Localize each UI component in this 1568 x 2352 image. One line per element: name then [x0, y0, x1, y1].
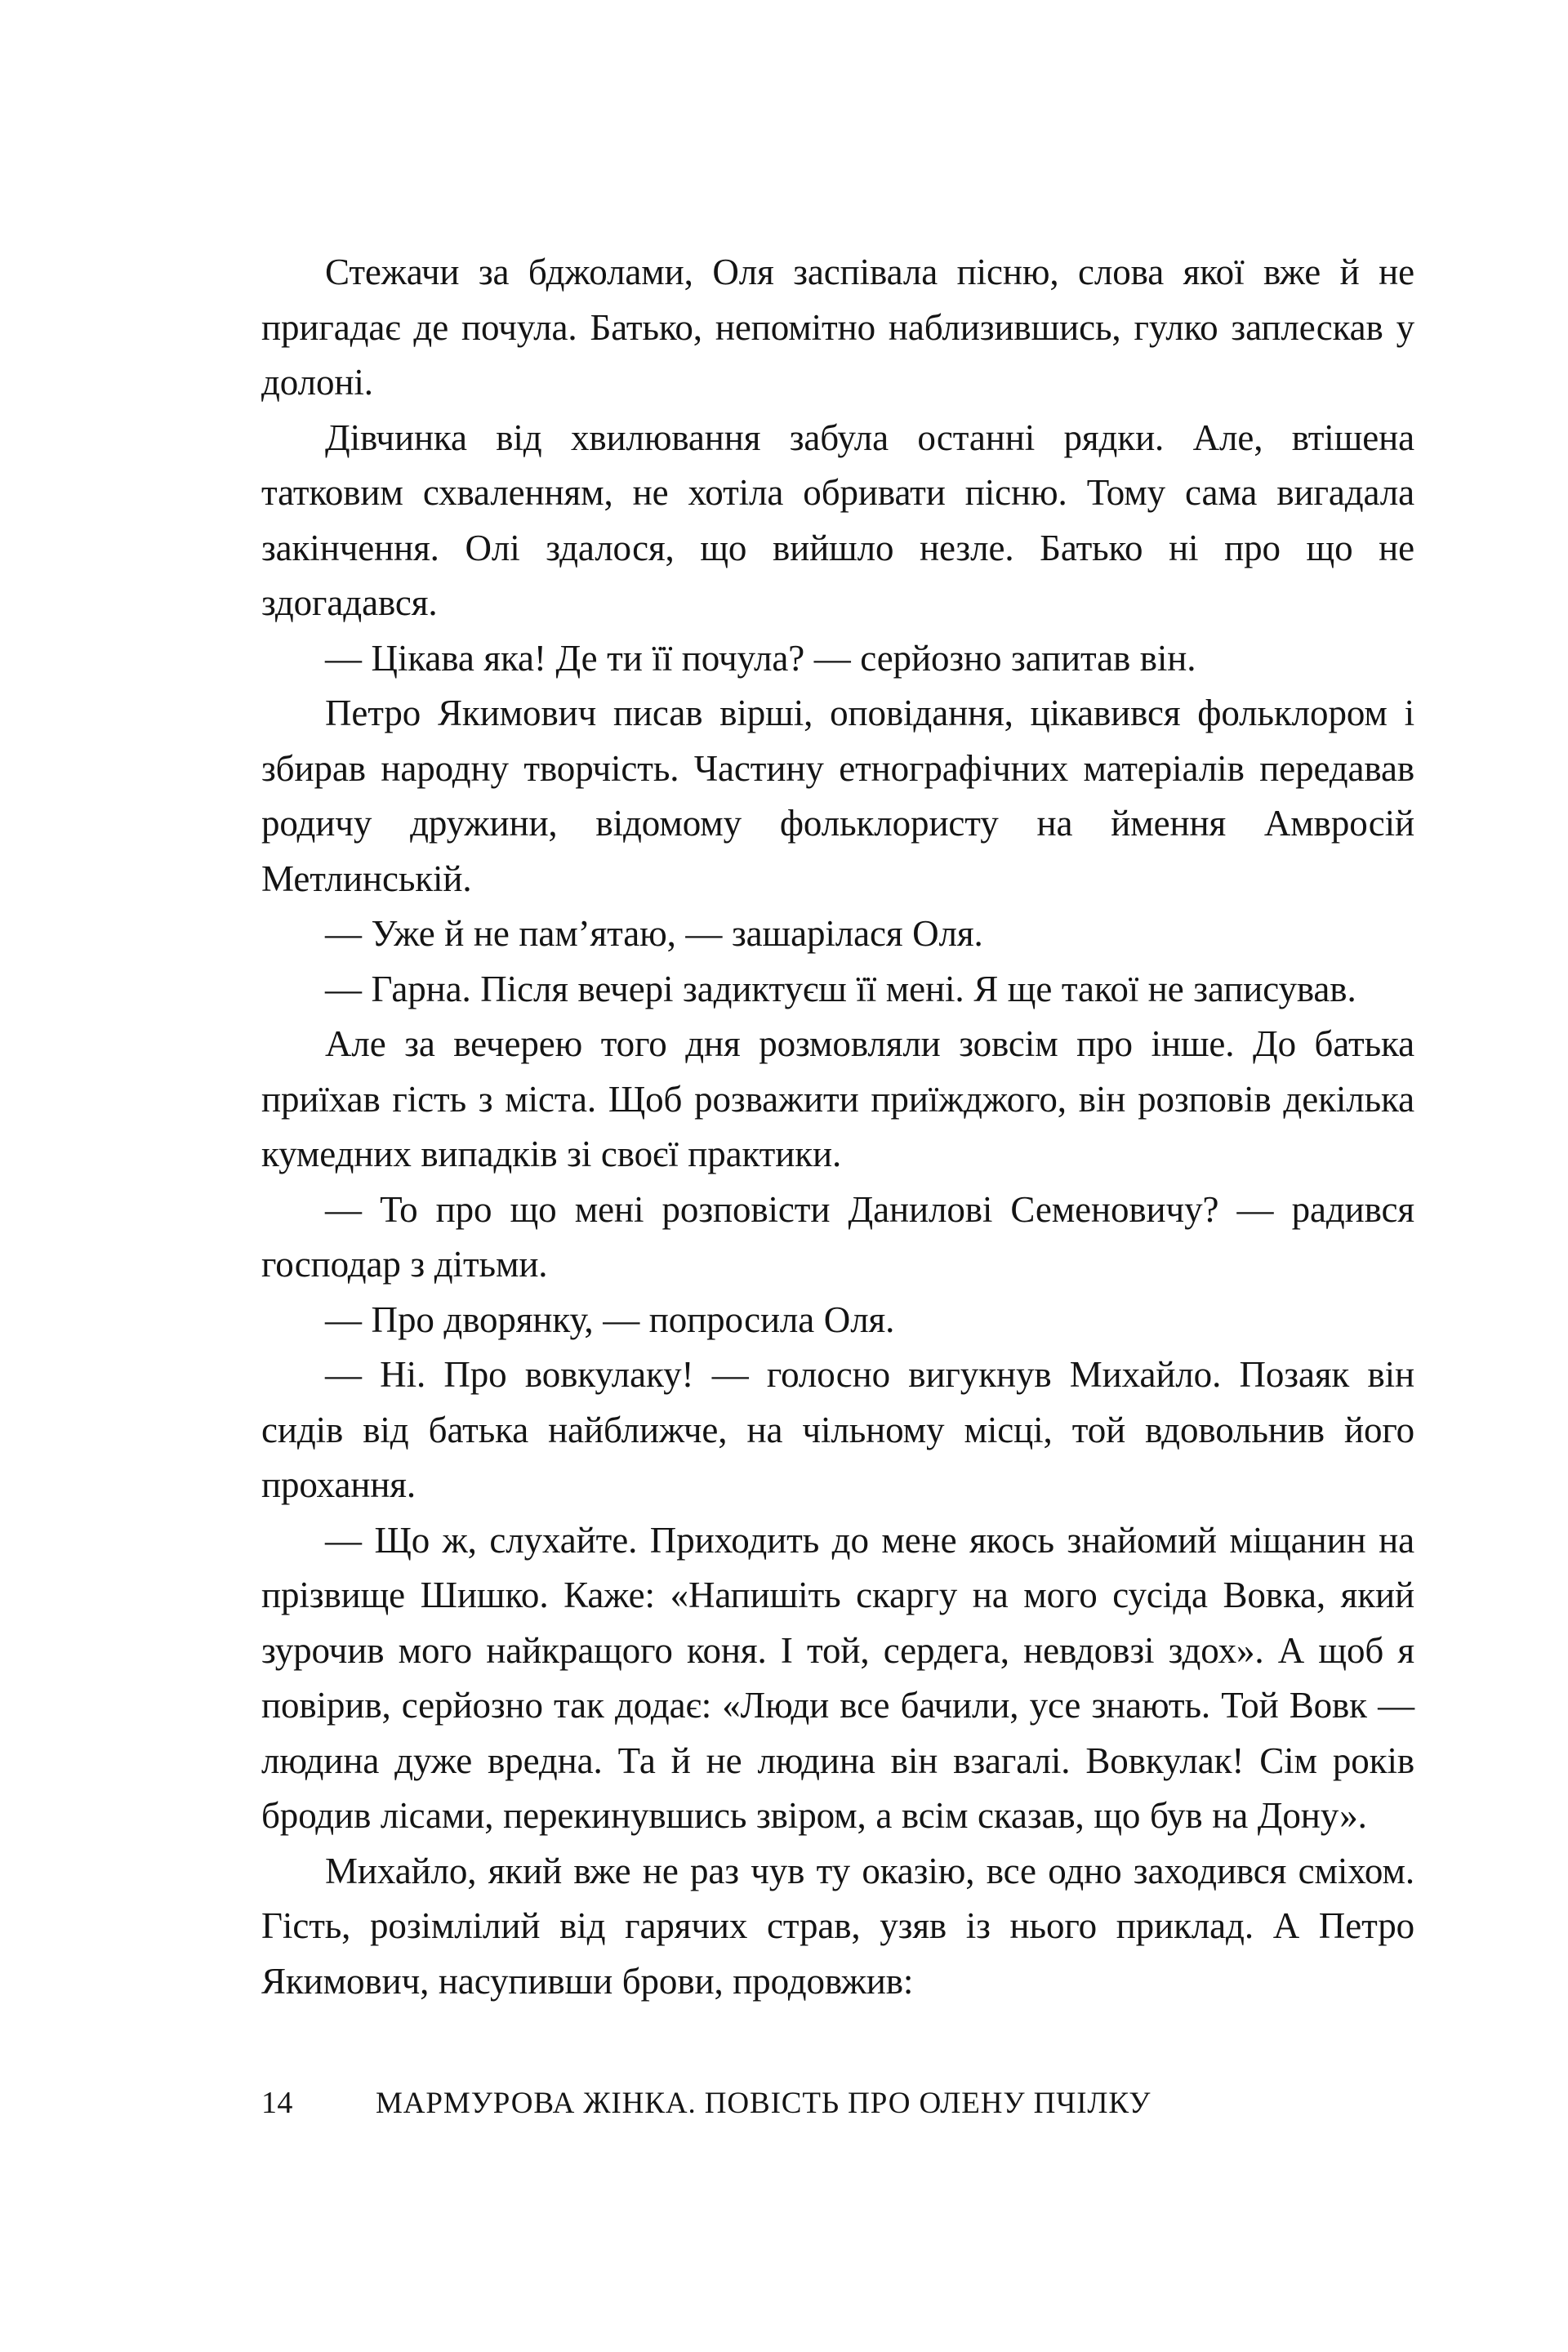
paragraph-dialogue: — Цікава яка! Де ти її почула? — серйозно запитав він. — [325, 637, 1196, 679]
page-footer — [261, 2084, 1414, 2123]
paragraph-dialogue: — Про дворянку, — попросила Оля. — [325, 1298, 895, 1340]
paragraph-dialogue: — Гарна. Після вечері задиктуєш її мені. Я ще такої не записував. — [325, 968, 1356, 1009]
paragraph: Дівчинка від хвилювання забула останні рядки. Але, втішена татковим схваленням, не хотіла обривати пісню. Тому сама вигадала закінчення. Олі здалося, що вийшло незле. Батько ні про що не здогадався. — [261, 416, 1414, 623]
running-title: МАРМУРОВА ЖІНКА. ПОВІСТЬ ПРО ОЛЕНУ ПЧІЛКУ — [376, 2087, 1152, 2120]
paragraph: Михайло, який вже не раз чув ту оказію, все одно заходився сміхом. Гість, розімлілий від гарячих страв, узяв із нього приклад. А Петро Якимович, насупивши брови, продовжив: — [261, 1850, 1414, 2002]
paragraph-dialogue: — То про що мені розповісти Данилові Семеновичу? — радився господар з дітьми. — [261, 1188, 1414, 1285]
paragraph: Стежачи за бджолами, Оля заспівала пісню, слова якої вже й не пригадає де почула. Батько, непомітно наблизившись, гулко заплескав у долоні. — [261, 252, 1414, 403]
paragraph: Петро Якимович писав вірші, оповідання, цікавився фольклором і збирав народну творчість. Частину етнографічних матеріалів передавав родичу дружини, відомому фольклористу на ймення Амвросій Метлинській. — [261, 693, 1414, 899]
paragraph-dialogue: — Уже й не пам’ятаю, — зашарілася Оля. — [325, 913, 983, 954]
paragraph: Але за вечерею того дня розмовляли зовсім про інше. До батька приїхав гість з міста. Щоб розважити приїжджого, він розповів декілька кумедних випадків зі своєї практики. — [261, 1023, 1414, 1174]
paragraph-dialogue: — Що ж, слухайте. Приходить до мене якось знайомий міщанин на прізвище Шишко. Каже: «Напишіть скаргу на мого сусіда Вовка, який зурочив мого найкращого коня. І той, сердега, невдовзі здох». А щоб я повірив, серйозно так додає: «Люди все бачили, усе знають. Той Вовк — людина дуже вредна. Та й не людина він взагалі. Вовкулак! Сім років бродив лісами, перекинувшись звіром, а всім сказав, що був на Дону». — [261, 1519, 1414, 1836]
page-number: 14 — [261, 2086, 293, 2120]
body-text-block — [261, 245, 1414, 2009]
paragraph-dialogue: — Ні. Про вовкулаку! — голосно вигукнув Михайло. Позаяк він сидів від батька найближче, на чільному місці, той вдовольнив його прохання. — [261, 1354, 1414, 1505]
